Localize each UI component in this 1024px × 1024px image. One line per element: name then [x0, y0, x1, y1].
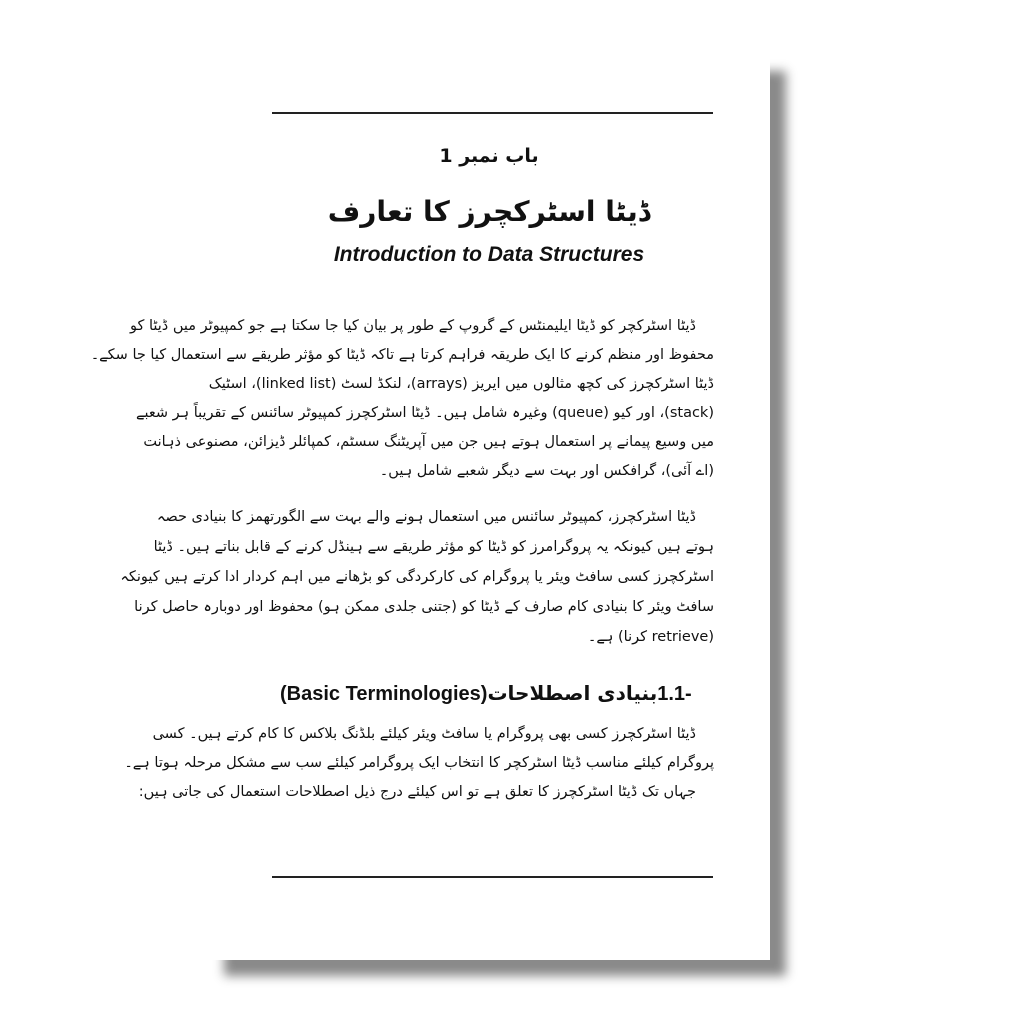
top-rule: [272, 112, 713, 114]
paragraph-2-line: (retrieve کرنا) ہے۔: [587, 629, 714, 645]
section-heading: [280, 681, 692, 706]
section-heading-english: (Basic Terminologies): [280, 683, 488, 705]
book-page: [90, 55, 770, 960]
paragraph-3-line: جہاں تک ڈیٹا اسٹرکچرز کا تعلق ہے تو اس کیلئے درج ذیل اصطلاحات استعمال کی جاتی ہیں:: [138, 784, 696, 800]
bottom-rule: [272, 876, 713, 878]
paragraph-3-line: ڈیٹا اسٹرکچرز کسی بھی پروگرام یا سافٹ ویئر کیلئے بلڈنگ بلاکس کا کام کرتے ہیں۔ کسی: [152, 726, 696, 742]
paragraph-1-line: ڈیٹا اسٹرکچرز کی کچھ مثالوں میں ایریز (arrays)، لنکڈ لسٹ (linked list)، اسٹیک: [208, 376, 714, 392]
paragraph-1-line: (stack)، اور کیو (queue) وغیرہ شامل ہیں۔ ڈیٹا اسٹرکچرز کمپیوٹر سائنس کے تقریباً ہر شعبے: [135, 405, 714, 421]
chapter-title-english: Introduction to Data Structures: [333, 243, 645, 266]
paragraph-2-line: اسٹرکچرز کسی سافٹ ویئر یا پروگرام کی کارکردگی کو بڑھانے میں اہم کردار ادا کرتے ہیں کیونکہ: [120, 569, 714, 585]
paragraph-2-line: سافٹ ویئر کا بنیادی کام صارف کے ڈیٹا کو (جتنی جلدی ممکن ہو) محفوظ اور دوبارہ حاصل کرنا: [134, 599, 714, 615]
paragraph-2-line: ہوتے ہیں کیونکہ یہ پروگرامرز کو ڈیٹا کو مؤثر طریقے سے ہینڈل کرنے کے قابل بناتے ہیں۔ ڈیٹا: [153, 539, 714, 555]
paragraph-3-line: پروگرام کیلئے مناسب ڈیٹا اسٹرکچر کا انتخاب ایک پروگرامر کیلئے سب سے مشکل مرحلہ ہوتا ہے۔: [124, 755, 714, 771]
section-heading-number: 1.1-: [657, 683, 692, 705]
paragraph-1-line: محفوظ اور منظم کرنے کا ایک طریقہ فراہم کرتا ہے تاکہ ڈیٹا کو مؤثر طریقے سے استعمال کیا جا سکے۔: [90, 347, 714, 363]
paragraph-1-line: میں وسیع پیمانے پر استعمال ہوتے ہیں جن میں آپریٹنگ سسٹم، کمپائلر ڈیزائن، مصنوعی ذہانت: [143, 434, 714, 450]
section-heading-urdu: بنیادی اصطلاحات: [487, 681, 658, 705]
paragraph-1-line: (اے آئی)، گرافکس اور بہت سے دیگر شعبے شامل ہیں۔: [379, 463, 714, 479]
chapter-label: باب نمبر 1: [439, 145, 539, 167]
paragraph-1-line: ڈیٹا اسٹرکچر کو ڈیٹا ایلیمنٹس کے گروپ کے طور پر بیان کیا جا سکتا ہے جو کمپیوٹر میں ڈیٹا کو: [129, 318, 696, 334]
chapter-title-urdu: ڈیٹا اسٹرکچرز کا تعارف: [327, 195, 651, 228]
paragraph-2-line: ڈیٹا اسٹرکچرز، کمپیوٹر سائنس میں استعمال ہونے والے بہت سے الگورتھمز کا بنیادی حصہ: [156, 509, 696, 525]
